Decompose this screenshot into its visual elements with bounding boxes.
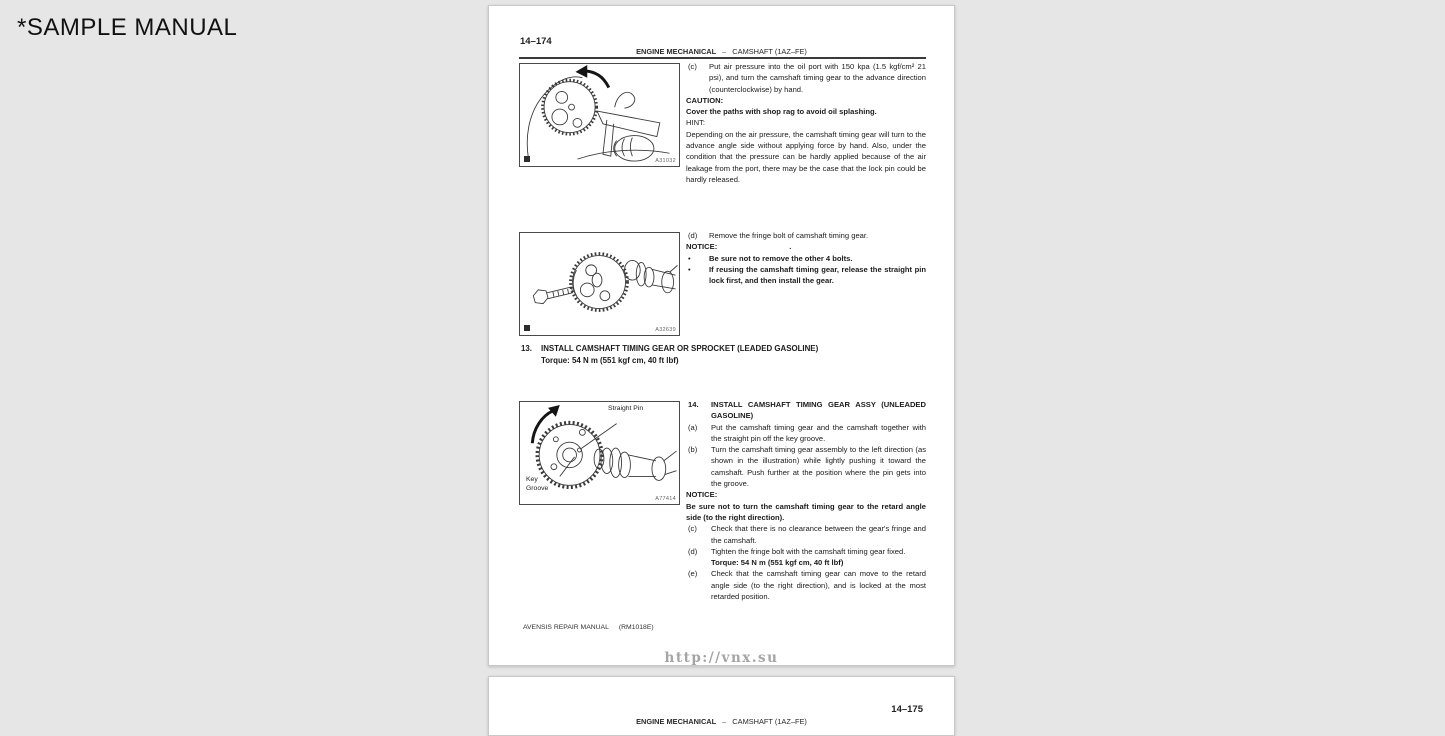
figure-air-pressure [519,63,680,167]
step-14a-label: (a) [688,422,698,432]
footer-manual-code: (RM1018E) [618,624,654,631]
bullet-icon: • [688,264,691,274]
hint-text: Depending on the air pressure, the camshaft timing gear will turn to the advance angle side without applying force by hand. Also, under the condition that the pressure can be hardly applied because of the air leakage from the port, there may be the case that the lock pin could be hardly released. [686,129,926,184]
footer-manual-name: AVENSIS REPAIR MANUAL [523,624,609,631]
bullet-icon: • [688,253,691,263]
step-c-text: Put air pressure into the oil port with 150 kpa (1.5 kgf/cm² 21 psi), and turn the camshaft timing gear to the advance direction (counterclockwise) by hand. [709,62,926,94]
step-d-block [686,230,926,286]
notice-label: NOTICE: [686,490,718,500]
step-14-number: 14. [688,400,699,409]
caution-label: CAUTION: [686,95,724,105]
hint-label: HINT: [686,118,705,128]
step-d-label: (d) [688,231,698,240]
step-13-number: 13. [521,344,532,353]
header-title: CAMSHAFT (1AZ–FE) [732,717,807,726]
step-c-block [686,61,926,185]
step-14d-torque: Torque: 54 N m (551 kgf cm, 40 ft lbf) [711,558,844,568]
page-number: 14–175 [891,704,923,715]
step-14c-label: (c) [688,524,697,534]
key-groove-label: Key Groove [526,476,549,492]
step-13-torque: Torque: 54 N m (551 kgf cm, 40 ft lbf) [541,355,679,365]
manual-page-1 [488,5,955,666]
step-14d-label: (d) [688,546,698,556]
figure-code: A31032 [655,158,676,164]
camshaft-air-gun-illustration [520,64,679,166]
header-section: ENGINE MECHANICAL [636,717,717,726]
manual-page-2 [488,676,955,736]
step-14e-text: Check that the camshaft timing gear can move to the retard angle side (to the right direction), and is locked at the most retarded position. [711,569,926,602]
header-rule [519,57,926,59]
step-14e-label: (e) [688,569,698,579]
step-14c-text: Check that there is no clearance between the gear's fringe and the camshaft. [711,524,926,545]
header-separator: – [722,47,727,56]
gear-exploded-illustration [520,233,679,335]
figure-code: A77414 [655,496,676,502]
notice-label: NOTICE: [686,242,718,252]
notice-bullet-1: Be sure not to remove the other 4 bolts. [709,253,853,263]
figure-code: A32639 [655,327,676,333]
step-13-block [519,343,926,366]
step-c-label: (c) [688,62,697,71]
header-title: CAMSHAFT (1AZ–FE) [732,47,807,56]
manual-footer [523,624,654,631]
figure-stamp-icon [524,325,530,331]
caution-text: Cover the paths with shop rag to avoid oil splashing. [686,107,877,117]
watermark-url: http://vnx.su [664,650,779,666]
sample-manual-label: *SAMPLE MANUAL [17,14,238,41]
figure-timing-gear-assy [519,401,680,505]
header-separator: – [722,717,727,726]
step-14-block [686,399,926,602]
straight-pin-label: Straight Pin [608,405,644,412]
page-number: 14–174 [520,36,552,47]
stray-mark: . [789,242,792,252]
notice-text: Be sure not to turn the camshaft timing gear to the retard angle side (to the right direction). [686,501,926,522]
header-section: ENGINE MECHANICAL [636,47,717,56]
step-d-text: Remove the fringe bolt of camshaft timing gear. [709,231,869,240]
step-14b-text: Turn the camshaft timing gear assembly to the left direction (as shown in the illustration) while lightly pushing it toward the camshaft. Push further at the position where the pin gets into the groove. [711,445,926,489]
step-14a-text: Put the camshaft timing gear and the camshaft together with the straight pin off the key groove. [711,422,926,443]
figure-stamp-icon [524,156,530,162]
notice-bullet-2: If reusing the camshaft timing gear, release the straight pin lock first, and then install the gear. [709,264,926,286]
step-14d-text: Tighten the fringe bolt with the camshaft timing gear fixed. [711,546,906,556]
section-header [489,47,954,56]
section-header [489,717,954,726]
step-14b-label: (b) [688,445,698,455]
step-13-title: INSTALL CAMSHAFT TIMING GEAR OR SPROCKET (LEADED GASOLINE) [541,344,819,353]
figure-exploded-view [519,232,680,336]
step-14-title: INSTALL CAMSHAFT TIMING GEAR ASSY (UNLEADED GASOLINE) [711,400,926,421]
